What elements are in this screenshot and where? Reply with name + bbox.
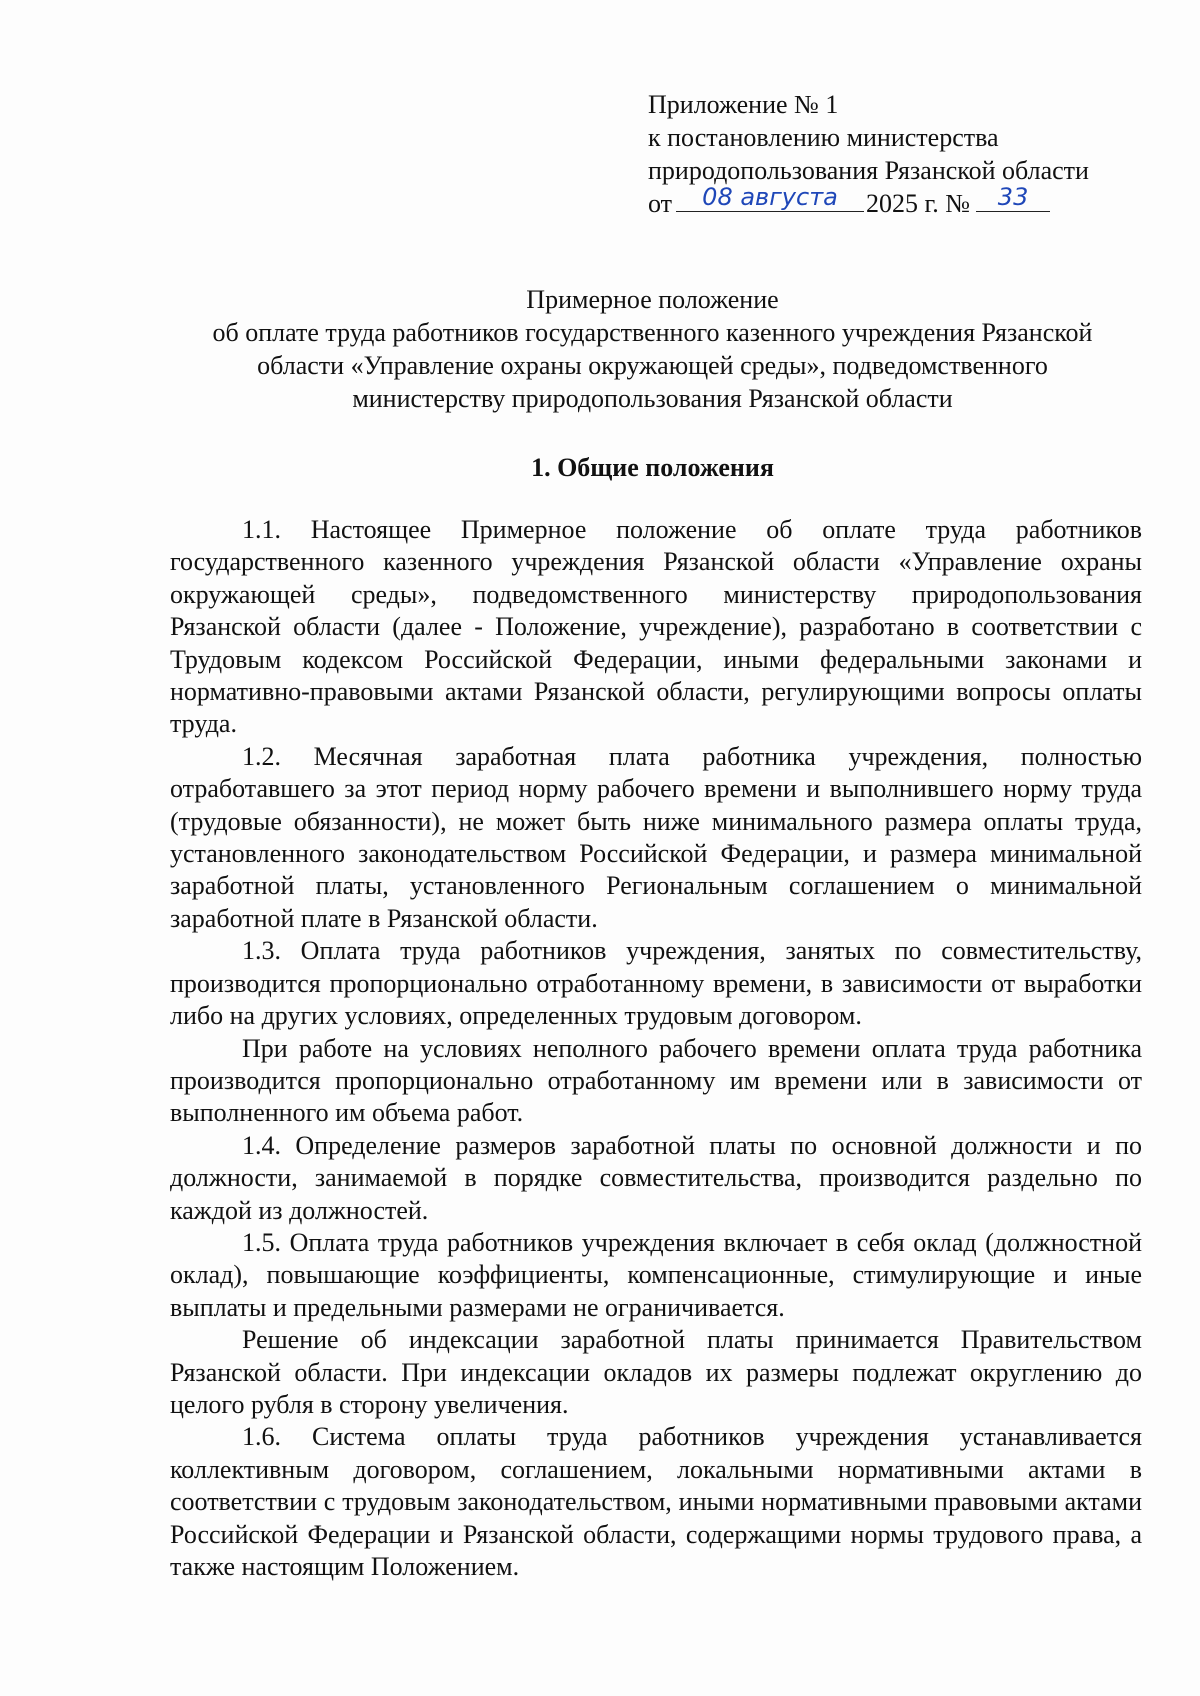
attachment-date-line xyxy=(648,183,1148,220)
title-line: области «Управление охраны окружающей среды», подведомственного xyxy=(257,351,1048,380)
paragraph: Решение об индексации заработной платы принимается Правительством Рязанской области. При индексации окладов их размеры подлежат округлению до целого рубля в сторону увеличения. xyxy=(170,1325,1142,1419)
paragraph: 1.1. Настоящее Примерное положение об оплате труда работников государственного казенного учреждения Рязанской области «Управление охраны окружающей среды», подведомственного министерству природопользования Рязанской области (далее - Положение, учреждение), разработано в соответствии с Трудовым кодексом Российской Федерации, иными федеральными законами и нормативно-правовыми актами Рязанской области, регулирующими вопросы оплаты труда. xyxy=(170,515,1142,739)
year-text: 2025 г. № xyxy=(866,189,971,218)
number-field xyxy=(976,183,1050,212)
attachment-reference: к постановлению министерства xyxy=(648,123,999,152)
attachment-header xyxy=(648,88,1148,220)
paragraph: 1.4. Определение размеров заработной платы по основной должности и по должности, занимаемой в порядке совместительства, производится раздельно по каждой из должностей. xyxy=(170,1130,1142,1225)
title-line: об оплате труда работников государственного казенного учреждения Рязанской xyxy=(212,318,1093,347)
paragraph: 1.2. Месячная заработная плата работника учреждения, полностью отработавшего за этот период норму рабочего времени и выполнившего норму труда (трудовые обязанности), не может быть ниже минимального размера оплаты труда, установленного законодательством Российской Федерации, и размера минимальной заработной платы, установленного Региональным соглашением о минимальной заработной плате в Рязанской области. xyxy=(170,741,1142,933)
document-title xyxy=(170,283,1135,415)
paragraph: 1.5. Оплата труда работников учреждения включает в себя оклад (должностной оклад), повышающие коэффициенты, компенсационные, стимулирующие и иные выплаты и предельными размерами не ограничивается. xyxy=(170,1227,1142,1322)
title-line: министерству природопользования Рязанской области xyxy=(352,384,953,413)
attachment-ministry: природопользования Рязанской области xyxy=(648,156,1089,185)
section-heading: 1. Общие положения xyxy=(531,453,774,482)
paragraph: 1.3. Оплата труда работников учреждения, занятых по совместительству, производится пропорционально отработанному времени, в зависимости от выработки либо на других условиях, определенных трудовым договором. xyxy=(170,936,1142,1031)
attachment-number: Приложение № 1 xyxy=(648,90,839,119)
paragraph: При работе на условиях неполного рабочего времени оплата труда работника производится пропорционально отработанному им времени или в зависимости от выполненного им объема работ. xyxy=(170,1033,1142,1128)
paragraph: 1.6. Система оплаты труда работников учреждения устанавливается коллективным договором, соглашением, локальными нормативными актами в соответствии с трудовым законодательством, иными нормативными правовыми актами Российской Федерации и Рязанской области, содержащими нормы трудового права, а также настоящим Положением. xyxy=(170,1422,1142,1581)
title-line: Примерное положение xyxy=(526,285,779,314)
handwritten-number: 33 xyxy=(997,183,1029,211)
date-field xyxy=(676,183,864,212)
date-prefix: от xyxy=(648,189,673,218)
handwritten-date: 08 августа xyxy=(702,183,838,211)
section-body xyxy=(170,514,1142,1583)
